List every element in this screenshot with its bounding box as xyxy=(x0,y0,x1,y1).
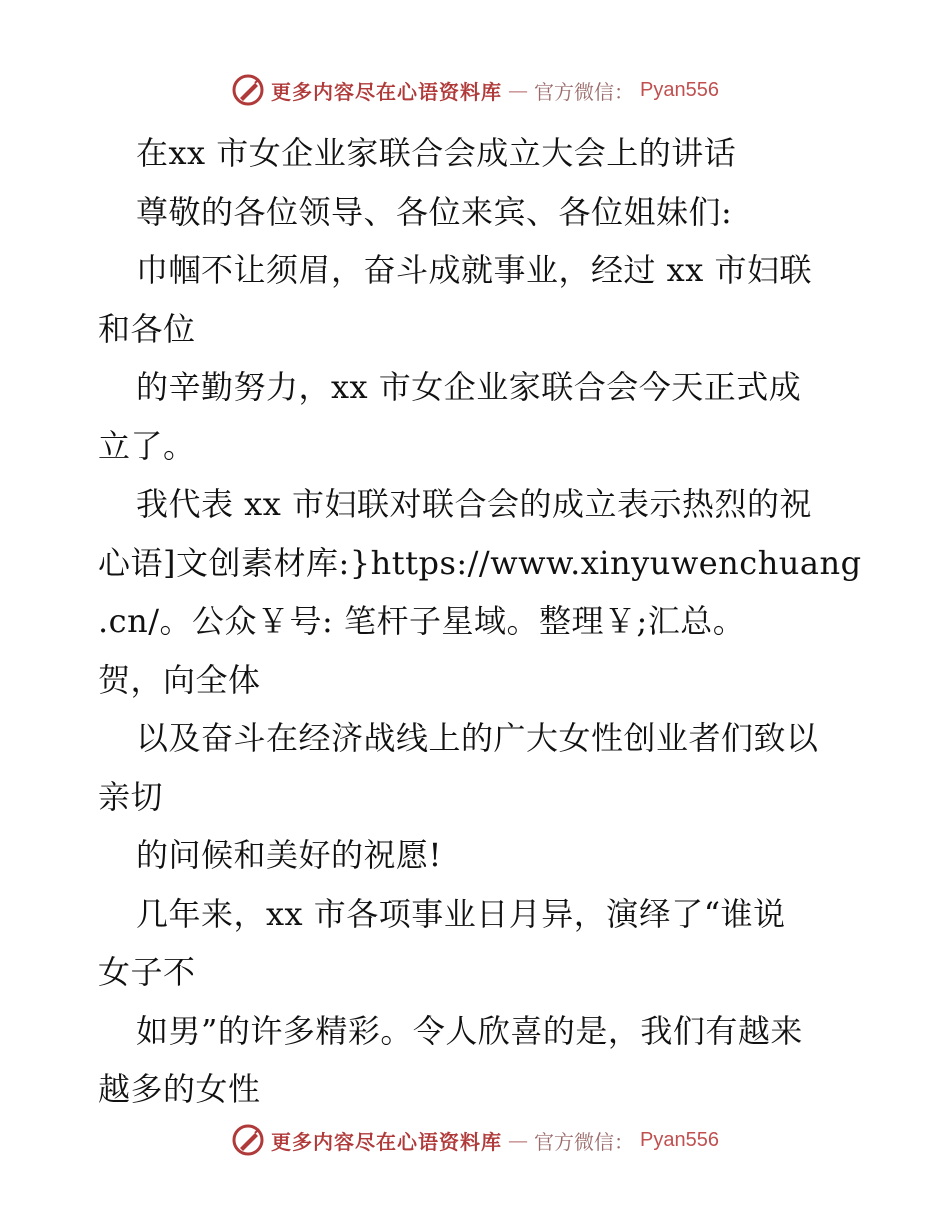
paragraph-line: 立了。 xyxy=(98,426,196,465)
paragraph-line: 心语]文创素材库:}https://www.xinyuwenchuang xyxy=(98,543,862,582)
header-wechat-id: Pyan556 xyxy=(640,78,719,101)
paragraph-line: 越多的女性 xyxy=(98,1070,261,1108)
paragraph-line: 尊敬的各位领导、各位来宾、各位姐妹们: xyxy=(136,192,733,231)
paragraph-line: 我代表 xx 市妇联对联合会的成立表示热烈的祝 xyxy=(136,485,812,523)
paragraph-line: 以及奋斗在经济战线上的广大女性创业者们致以 xyxy=(136,719,819,757)
footer-wechat-label: 官方微信： xyxy=(534,1129,635,1154)
footer-banner-text: 更多内容尽在心语资料库 xyxy=(271,1129,503,1154)
paragraph-line: .cn/。公众￥号: 笔杆子星域。整理￥;汇总。 xyxy=(98,602,746,640)
footer-wechat-id: Pyan556 xyxy=(640,1128,719,1151)
paragraph-line: 女子不 xyxy=(98,953,196,991)
footer-banner-separator: — xyxy=(508,1128,529,1152)
header-banner xyxy=(0,70,950,110)
paragraph-line: 贺，向全体 xyxy=(98,660,261,699)
paragraph-line: 亲切 xyxy=(98,777,164,816)
paragraph-line: 的辛勤努力，xx 市女企业家联合会今天正式成 xyxy=(136,368,802,406)
document-body xyxy=(98,124,862,1119)
header-banner-separator: — xyxy=(508,78,529,102)
pen-circle-logo-icon xyxy=(231,1123,265,1157)
speech-title: 在xx 市女企业家联合会成立大会上的讲话 xyxy=(136,134,737,172)
header-banner-text: 更多内容尽在心语资料库 xyxy=(271,79,503,104)
header-wechat-label: 官方微信： xyxy=(534,79,635,104)
paragraph-line: 巾帼不让须眉，奋斗成就事业，经过 xx 市妇联 xyxy=(136,251,812,289)
paragraph-line: 如男”的许多精彩。令人欣喜的是，我们有越来 xyxy=(136,1011,803,1050)
pen-circle-logo-icon xyxy=(231,73,265,107)
footer-banner xyxy=(0,1120,950,1160)
paragraph-line: 和各位 xyxy=(98,309,196,348)
paragraph-line: 几年来，xx 市各项事业日月异，演绎了“谁说 xyxy=(136,894,786,933)
paragraph-line: 的问候和美好的祝愿! xyxy=(136,836,442,874)
